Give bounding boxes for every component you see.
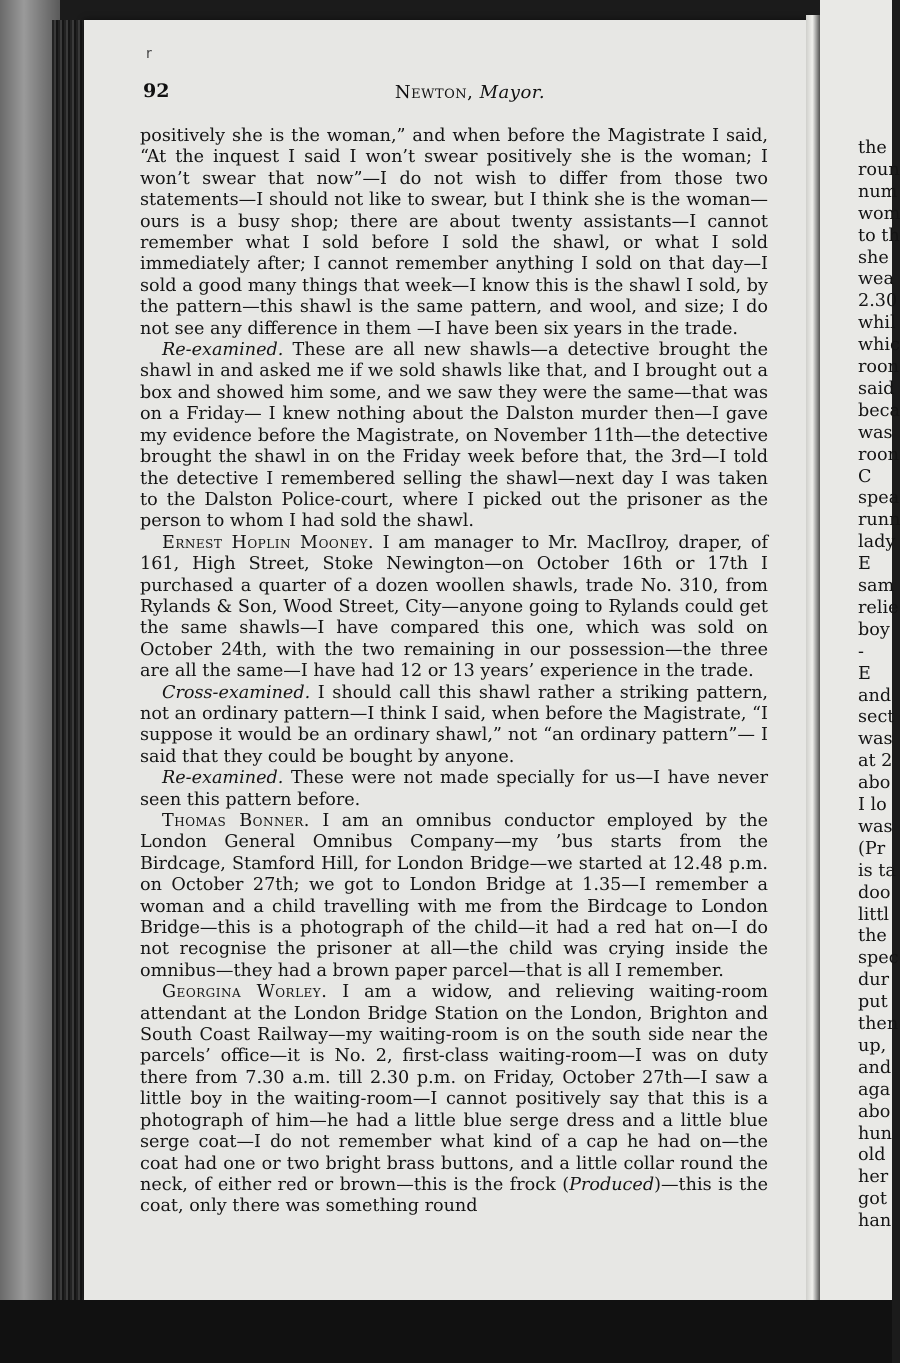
facing-page-line: (Pr: [858, 838, 886, 859]
paragraph-testimony-continued: positively she is the woman,” and when before the Magistrate I said, “At the inquest I said I won’t swear positively she is the woman; I won’t swear that now”—I do not wish to differ from those two statements—I should not like to swear, but I think she is the woman—ours is a busy shop; there are about twenty assistants—I cannot remember what I sold before I sold the shawl, or what I sold immediately after; I cannot remember anything I sold on that day—I sold a good many things that week—I know this is the shawl I sold, by the pattern—this shawl is the same pattern, and wool, and size; I do not see any difference in them —I have been six years in the trade.: [140, 126, 768, 339]
facing-page-line: whic: [858, 335, 900, 356]
facing-page-line: and: [858, 1057, 892, 1078]
facing-page-line: then: [858, 1014, 899, 1034]
facing-page-line: sect: [858, 707, 895, 728]
facing-page-line: hun: [858, 1123, 892, 1144]
facing-page-line: E: [858, 554, 871, 575]
facing-page-line: 2.30: [858, 291, 898, 312]
witness-name-mooney: Ernest Hoplin Mooney.: [162, 532, 375, 553]
body-text: [140, 126, 768, 1218]
facing-page-line: and: [858, 685, 892, 706]
cross-examined-label: Cross-examined.: [162, 682, 311, 703]
facing-page-line: said: [858, 378, 895, 399]
paragraph-worley: [140, 982, 768, 1217]
facing-page-line: runn: [858, 510, 900, 531]
running-head-name: Newton,: [394, 82, 474, 103]
worley-testimony-1: I am a widow, and relieving waiting-room attendant at the London Bridge Station on the London, Brighton and South Coast Railway—my waiting-room is on the south side near the parcels’ office—it is No. 2, first-class waiting-room—I was on duty there from 7.30 a.m. till 2.30 p.m. on Friday, October 27th—I saw a little boy in the waiting-room—I cannot positively say that this is a photograph of him—he had a little blue serge dress and a little blue serge coat—I do not remember what kind of a cap he had on—the coat had one or two bright brass buttons, and a little collar round the neck, of either red or brown—this is the frock (: [140, 982, 768, 1195]
facing-page-line: E: [858, 663, 871, 684]
facing-page-line: is ta: [858, 860, 896, 881]
facing-page-line: at 2: [858, 751, 893, 772]
facing-page-line: sam: [858, 576, 895, 596]
facing-page-line: aga: [858, 1079, 891, 1100]
facing-page-line: num: [858, 181, 898, 202]
re-examined-text-2: These were not made specially for us—I have never seen this pattern before.: [140, 768, 768, 810]
facing-page-line: -: [858, 641, 864, 662]
facing-page-line: was: [858, 816, 893, 837]
facing-page-line: put: [858, 992, 888, 1013]
facing-page-line: wom: [858, 203, 900, 224]
page-number: 92: [143, 80, 170, 102]
paragraph-re-examined-1: [140, 340, 768, 533]
re-examined-label-2: Re-examined.: [162, 768, 284, 789]
corner-mark: r: [146, 46, 152, 62]
re-examined-text: These are all new shawls—a detective brought the shawl in and asked me if we sold shawls like that, and I brought out a box and showed him some, and we saw they were the same—that was on a Friday— I knew nothing about the Dalston murder then—I gave my evidence before the Magistrate, on November 11th—the detective brought the shawl in on the Friday week before that, the 3rd—I told the detective I remembered selling the shawl—next day I was taken to the Dalston Police-court, where I picked out the prisoner as the person to whom I had sold the shawl.: [140, 340, 768, 532]
facing-page-line: I lo: [858, 795, 887, 815]
facing-page-line: whil: [858, 313, 896, 334]
facing-page-line: she: [858, 247, 889, 268]
facing-page-line: roon: [858, 357, 899, 377]
paragraph-bonner: [140, 811, 768, 982]
facing-page-line: abo: [858, 773, 891, 794]
facing-page-line: was: [858, 422, 893, 443]
witness-name-bonner: Thomas Bonner.: [162, 811, 310, 831]
scan-left-margin: [0, 0, 60, 1363]
re-examined-label: Re-examined.: [162, 340, 284, 361]
facing-page-line: the: [858, 926, 887, 947]
cross-examined-text: I should call this shawl rather a striking pattern, not an ordinary pattern—I think I said, when before the Magistrate, “I suppose it would be an ordinary shawl,” not “an ordinary pattern”— I said that they could be bought by anyone.: [140, 682, 768, 767]
facing-page-line: han: [858, 1211, 892, 1232]
running-head: [320, 82, 620, 103]
facing-page-line: abo: [858, 1101, 891, 1122]
facing-page-line: got: [858, 1189, 887, 1210]
worley-testimony-2: )—this is the coat, only there was something round: [140, 1174, 768, 1217]
facing-page-line: dur: [858, 970, 890, 991]
facing-page-line: boy: [858, 619, 890, 640]
facing-page-line: roon: [858, 444, 899, 465]
produced-note: Produced: [569, 1174, 655, 1195]
facing-page-line: to th: [858, 225, 900, 246]
facing-page-line: the: [858, 138, 887, 158]
mooney-testimony: I am manager to Mr. MacIlroy, draper, of 161, High Street, Stoke Newington—on October 16th or 17th I purchased a quarter of a dozen woollen shawls, trade No. 310, from Rylands & Son, Wood Street, City—anyone going to Rylands could get the same shawls—I have compared this one, which was sold on October 24th, with the two remaining in our possession—the three are all the same—I have had 12 or 13 years’ experience in the trade.: [140, 532, 768, 682]
facing-page-line: her: [858, 1167, 889, 1188]
facing-page-line: old: [858, 1145, 886, 1166]
paragraph-cross-examined: [140, 683, 768, 769]
running-head-title: Mayor.: [479, 82, 546, 103]
facing-page-line: roun: [858, 159, 900, 180]
facing-page-line: doo: [858, 882, 891, 903]
facing-page-line: littl: [858, 904, 890, 925]
facing-page-line: C: [858, 466, 872, 487]
paragraph-mooney: [140, 533, 768, 683]
facing-page-line: beca: [858, 400, 900, 421]
bonner-testimony: I am an omnibus conductor employed by the London General Omnibus Company—my ’bus starts from the Birdcage, Stamford Hill, for London Bridge—we started at 12.48 p.m. on October 27th; we got to London Bridge at 1.35—I remember a woman and a child travelling with me from the Birdcage to London Bridge—this is a photograph of the child—it had a red hat on—I do not recognise the prisoner at all—the child was crying inside the omnibus—they had a brown paper parcel—that is all I remember.: [140, 811, 768, 981]
paragraph-re-examined-2: [140, 768, 768, 811]
facing-page-line: spec: [858, 948, 899, 969]
facing-page-line: relie: [858, 597, 899, 618]
facing-page-line: was: [858, 729, 893, 750]
facing-page-line: spea: [858, 488, 900, 509]
facing-page-line: up,: [858, 1035, 887, 1056]
facing-page-line: lady: [858, 532, 896, 553]
scan-bottom-border: [0, 1300, 892, 1363]
facing-page-line: wea: [858, 269, 894, 290]
witness-name-worley: Georgina Worley.: [162, 982, 328, 1003]
